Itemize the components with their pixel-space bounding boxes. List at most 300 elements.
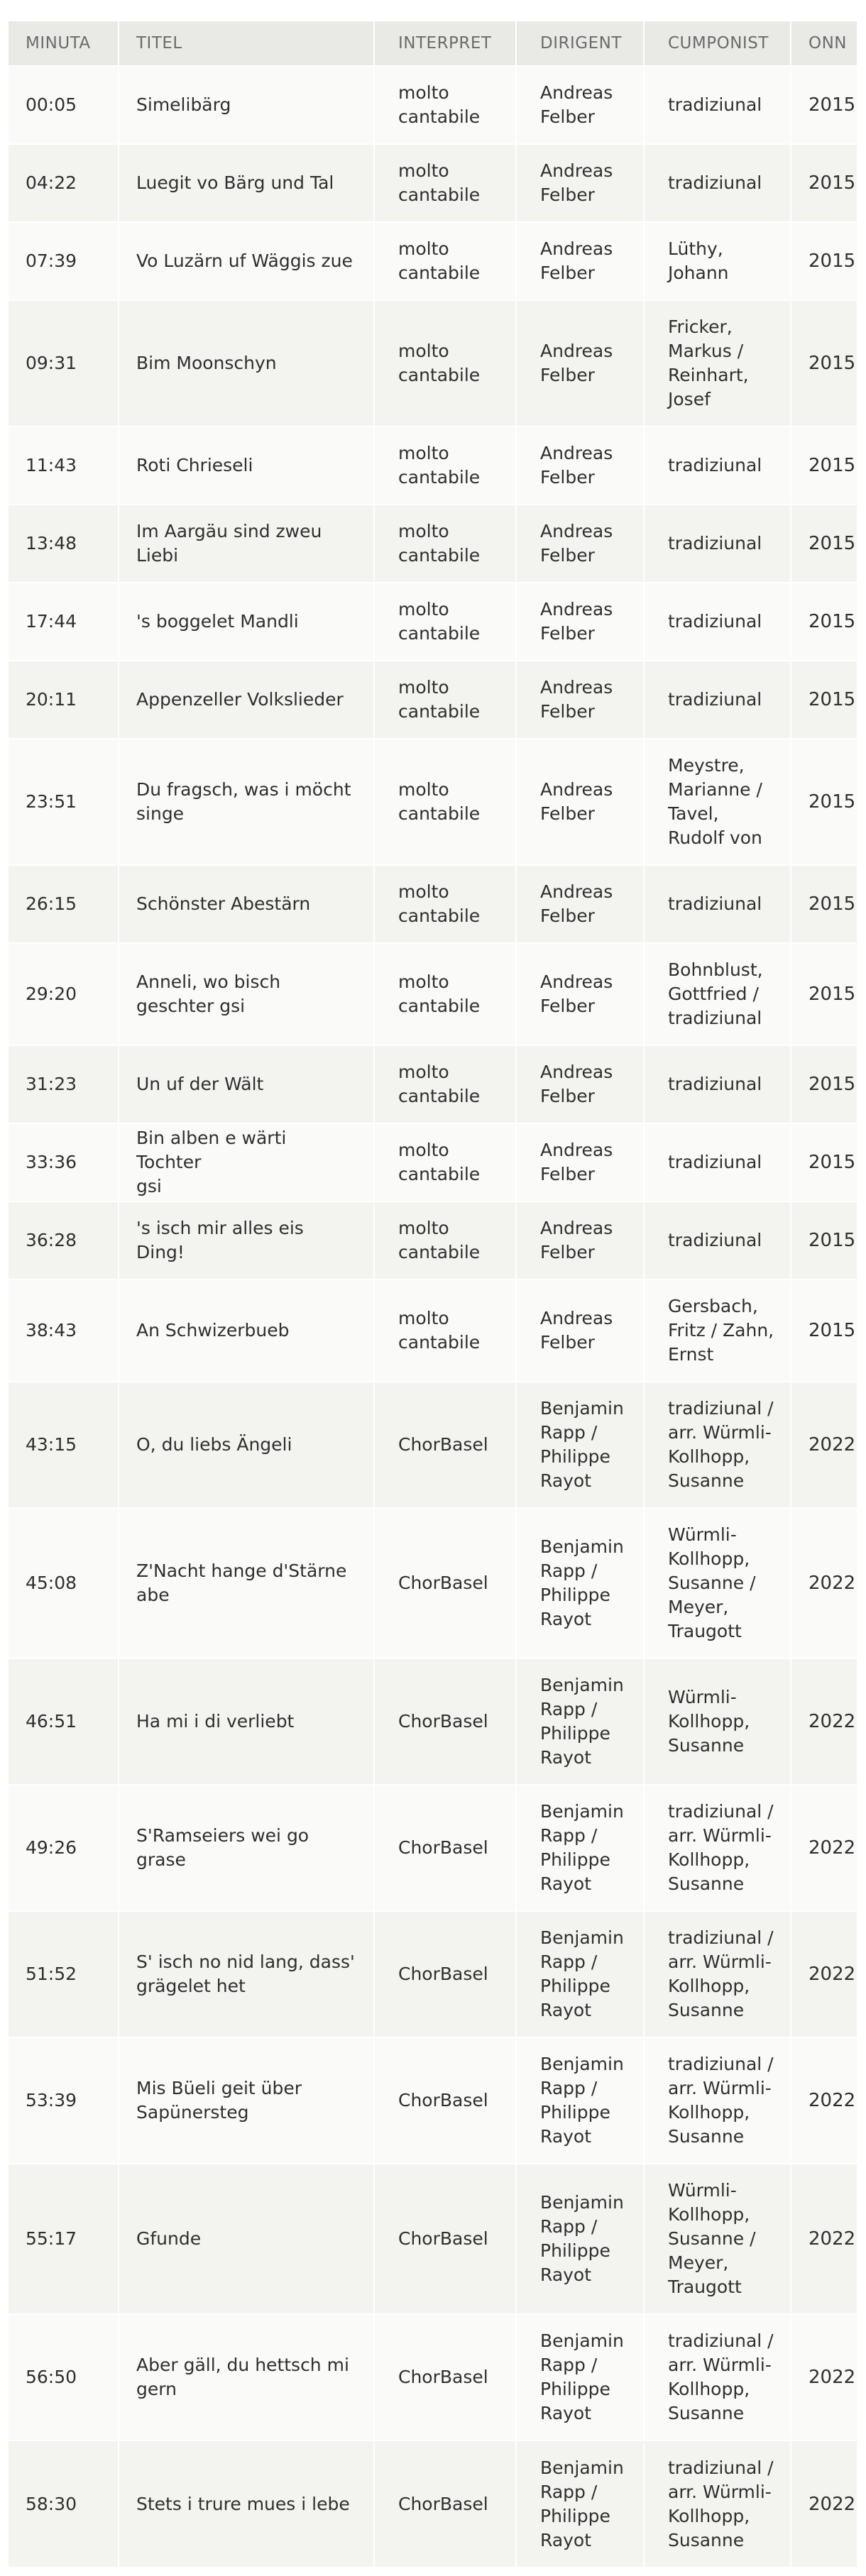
- cell-interpret-line: molto: [398, 971, 449, 992]
- cell-dirigent-line: Felber: [540, 701, 595, 722]
- cell-cumponist: [644, 1658, 791, 1785]
- cell-cumponist-line: tradiziunal: [668, 94, 762, 115]
- cell-minuta: 51:52: [9, 1911, 119, 2037]
- cell-titel-line: singe: [136, 803, 185, 824]
- cell-cumponist-line: Susanne: [668, 1735, 745, 1756]
- cell-interpret-line: molto: [398, 881, 449, 902]
- cell-titel: [119, 1911, 374, 2037]
- cell-titel-line: gern: [136, 2379, 177, 2399]
- cell-cumponist-line: tradiziunal /: [668, 2457, 774, 2478]
- cell-interpret: [374, 943, 516, 1045]
- cell-interpret: [374, 661, 516, 739]
- cell-titel: [119, 2164, 374, 2314]
- cell-cumponist: [644, 583, 791, 661]
- cell-interpret-line: cantabile: [398, 1332, 481, 1353]
- table-row[interactable]: [9, 1045, 857, 1123]
- table-row[interactable]: [9, 865, 857, 943]
- cell-cumponist-line: Meyer,: [668, 2252, 729, 2273]
- cell-cumponist-line: Marianne /: [668, 779, 762, 800]
- cell-dirigent-line: Andreas: [540, 1218, 613, 1238]
- cell-interpret: [374, 1911, 516, 2037]
- cell-dirigent-line: Benjamin: [540, 1536, 624, 1557]
- cell-cumponist-line: Johann: [668, 263, 729, 283]
- table-row[interactable]: [9, 1911, 857, 2037]
- cell-cumponist: [644, 865, 791, 943]
- cell-minuta: 09:31: [9, 300, 119, 426]
- cell-dirigent: [516, 505, 644, 583]
- cell-titel: [119, 583, 374, 661]
- cell-cumponist-line: Würmli-: [668, 1524, 737, 1545]
- cell-minuta: 23:51: [9, 739, 119, 865]
- cell-dirigent: [516, 2164, 644, 2314]
- cell-dirigent-line: Rapp /: [540, 2355, 598, 2375]
- table-row[interactable]: [9, 2314, 857, 2440]
- cell-dirigent: [516, 1658, 644, 1785]
- cell-dirigent-line: Philippe: [540, 1723, 610, 1744]
- cell-titel-line: O, du liebs Ängeli: [136, 1434, 292, 1455]
- cell-cumponist-line: Kollhopp,: [668, 1849, 750, 1870]
- cell-dirigent-line: Rayot: [540, 2403, 592, 2423]
- cell-interpret-line: cantabile: [398, 1242, 481, 1262]
- cell-cumponist-line: Rudolf von: [668, 827, 762, 848]
- cell-titel-line: S' isch no nid lang, dass': [136, 1952, 355, 1972]
- cell-dirigent-line: Benjamin: [540, 2192, 624, 2213]
- cell-cumponist-line: Susanne: [668, 2000, 745, 2020]
- table-body: [9, 66, 857, 2567]
- cell-dirigent: [516, 1201, 644, 1279]
- cell-cumponist-line: tradiziunal /: [668, 2054, 774, 2074]
- cell-cumponist-line: tradiziunal: [668, 893, 762, 914]
- cell-cumponist-line: tradiziunal /: [668, 1927, 774, 1948]
- cell-cumponist-line: Kollhopp,: [668, 2102, 750, 2123]
- cell-dirigent-line: Rapp /: [540, 2481, 598, 2502]
- cell-onn: 2022: [791, 1382, 857, 1508]
- cell-cumponist-line: Gottfried /: [668, 984, 759, 1004]
- cell-titel-line: Un uf der Wält: [136, 1074, 264, 1094]
- cell-dirigent-line: Philippe: [540, 2379, 610, 2399]
- cell-cumponist-line: Kollhopp,: [668, 1711, 750, 1732]
- cell-dirigent-line: Andreas: [540, 1308, 613, 1328]
- cell-interpret-line: cantabile: [398, 467, 481, 488]
- cell-dirigent-line: Felber: [540, 545, 595, 566]
- cell-cumponist: [644, 66, 791, 144]
- cell-interpret-line: cantabile: [398, 623, 481, 644]
- cell-dirigent-line: Rayot: [540, 2264, 592, 2285]
- cell-dirigent-line: Rapp /: [540, 1699, 598, 1719]
- cell-cumponist-line: Susanne: [668, 1873, 745, 1894]
- cell-dirigent-line: Benjamin: [540, 1675, 624, 1695]
- cell-dirigent: [516, 222, 644, 300]
- cell-interpret: [374, 2037, 516, 2164]
- cell-interpret-line: molto: [398, 1308, 449, 1328]
- cell-titel-line: Im Aargäu sind zweu: [136, 521, 322, 541]
- cell-cumponist: [644, 2440, 791, 2567]
- cell-dirigent: [516, 2440, 644, 2567]
- cell-dirigent-line: Andreas: [540, 677, 613, 698]
- table-row[interactable]: [9, 1123, 857, 1201]
- cell-interpret-line: cantabile: [398, 106, 481, 127]
- header-minuta[interactable]: MINUTA: [9, 21, 119, 66]
- cell-cumponist: [644, 1382, 791, 1508]
- cell-titel-line: 's isch mir alles eis Ding!: [136, 1218, 304, 1262]
- header-titel[interactable]: TITEL: [119, 21, 374, 66]
- cell-dirigent-line: Rayot: [540, 2529, 592, 2550]
- cell-cumponist-line: tradiziunal: [668, 1074, 762, 1094]
- cell-titel-line: Appenzeller Volkslieder: [136, 689, 344, 710]
- cell-titel-line: Bim Moonschyn: [136, 353, 277, 373]
- cell-interpret-line: cantabile: [398, 701, 481, 722]
- cell-minuta: 26:15: [9, 865, 119, 943]
- cell-dirigent-line: Rayot: [540, 1873, 592, 1894]
- cell-minuta: 33:36: [9, 1123, 119, 1201]
- cell-titel-line: Vo Luzärn uf Wäggis zue: [136, 251, 353, 271]
- cell-dirigent: [516, 1508, 644, 1658]
- cell-dirigent-line: Philippe: [540, 2505, 610, 2526]
- cell-cumponist-line: Gersbach,: [668, 1296, 758, 1316]
- cell-cumponist-line: Kollhopp,: [668, 1446, 750, 1467]
- cell-interpret-line: molto: [398, 160, 449, 181]
- cell-cumponist: [644, 144, 791, 222]
- cell-interpret: [374, 1382, 516, 1508]
- cell-dirigent: [516, 943, 644, 1045]
- cell-titel-line: Simelibärg: [136, 94, 231, 115]
- cell-dirigent: [516, 1382, 644, 1508]
- table-row[interactable]: [9, 739, 857, 865]
- cell-titel-line: 's boggelet Mandli: [136, 611, 299, 632]
- cell-dirigent: [516, 1279, 644, 1382]
- cell-titel-line: Mis Büeli geit über: [136, 2078, 302, 2098]
- cell-onn: 2015: [791, 943, 857, 1045]
- cell-dirigent-line: Philippe: [540, 1446, 610, 1467]
- cell-onn: 2022: [791, 2314, 857, 2440]
- cell-titel: [119, 1508, 374, 1658]
- cell-dirigent-line: Philippe: [540, 2240, 610, 2261]
- cell-interpret-line: cantabile: [398, 906, 481, 926]
- cell-interpret-line: cantabile: [398, 803, 481, 824]
- cell-interpret-line: molto: [398, 677, 449, 698]
- cell-interpret-line: cantabile: [398, 996, 481, 1016]
- cell-onn: 2015: [791, 300, 857, 426]
- cell-onn: 2022: [791, 1658, 857, 1785]
- cell-interpret-line: molto: [398, 82, 449, 103]
- cell-onn: 2015: [791, 1123, 857, 1201]
- cell-dirigent-line: Felber: [540, 803, 595, 824]
- cell-dirigent: [516, 1123, 644, 1201]
- cell-cumponist-line: tradiziunal /: [668, 1398, 774, 1419]
- cell-dirigent-line: Andreas: [540, 443, 613, 463]
- cell-interpret-line: molto: [398, 1140, 449, 1160]
- cell-dirigent-line: Benjamin: [540, 1801, 624, 1822]
- cell-onn: 2015: [791, 739, 857, 865]
- cell-minuta: 07:39: [9, 222, 119, 300]
- cell-titel: [119, 739, 374, 865]
- cell-minuta: 46:51: [9, 1658, 119, 1785]
- cell-minuta: 11:43: [9, 426, 119, 505]
- cell-dirigent: [516, 426, 644, 505]
- table-row[interactable]: [9, 1279, 857, 1382]
- cell-dirigent-line: Benjamin: [540, 2330, 624, 2351]
- cell-titel: [119, 1279, 374, 1382]
- table-row[interactable]: [9, 66, 857, 144]
- cell-titel-line: S'Ramseiers wei go: [136, 1825, 309, 1846]
- cell-cumponist: [644, 1123, 791, 1201]
- cell-dirigent: [516, 300, 644, 426]
- cell-cumponist-line: Kollhopp,: [668, 1548, 750, 1569]
- cell-cumponist: [644, 426, 791, 505]
- table-row[interactable]: [9, 505, 857, 583]
- cell-onn: 2015: [791, 66, 857, 144]
- cell-interpret: [374, 583, 516, 661]
- cell-dirigent: [516, 1045, 644, 1123]
- cell-cumponist: [644, 1508, 791, 1658]
- cell-dirigent-line: Andreas: [540, 1140, 613, 1160]
- cell-dirigent-line: Rapp /: [540, 2216, 598, 2237]
- cell-titel-line: grägelet het: [136, 1976, 246, 1996]
- table-row[interactable]: [9, 661, 857, 739]
- cell-interpret: [374, 739, 516, 865]
- cell-cumponist-line: arr. Würmli-: [668, 2078, 772, 2098]
- cell-dirigent-line: Rayot: [540, 1609, 592, 1629]
- cell-titel: [119, 1201, 374, 1279]
- cell-minuta: 31:23: [9, 1045, 119, 1123]
- cell-cumponist-line: Susanne /: [668, 2228, 756, 2249]
- cell-dirigent-line: Rapp /: [540, 1825, 598, 1846]
- cell-titel-line: Luegit vo Bärg und Tal: [136, 172, 334, 193]
- cell-interpret: [374, 1201, 516, 1279]
- table-row[interactable]: [9, 222, 857, 300]
- header-onn[interactable]: ONN: [809, 34, 848, 53]
- cell-cumponist-line: tradiziunal: [668, 1152, 762, 1172]
- cell-cumponist: [644, 222, 791, 300]
- cell-dirigent-line: Felber: [540, 1164, 595, 1184]
- cell-cumponist-line: Kollhopp,: [668, 2204, 750, 2225]
- cell-dirigent-line: Rayot: [540, 2126, 592, 2147]
- cell-cumponist-line: tradiziunal: [668, 455, 762, 475]
- cell-interpret-line: cantabile: [398, 1164, 481, 1184]
- cell-cumponist-line: Meyer,: [668, 1597, 729, 1617]
- cell-cumponist-line: tradiziunal: [668, 1230, 762, 1250]
- cell-onn: 2015: [791, 1045, 857, 1123]
- cell-cumponist-line: Traugott: [668, 2277, 742, 2297]
- table-row[interactable]: [9, 300, 857, 426]
- cell-cumponist-line: tradiziunal: [668, 172, 762, 193]
- cell-dirigent: [516, 739, 644, 865]
- cell-dirigent-line: Andreas: [540, 599, 613, 620]
- cell-dirigent: [516, 66, 644, 144]
- cell-onn: 2022: [791, 1785, 857, 1911]
- cell-minuta: 38:43: [9, 1279, 119, 1382]
- cell-interpret-line: molto: [398, 1218, 449, 1238]
- cell-titel: [119, 1045, 374, 1123]
- cell-dirigent-line: Rayot: [540, 1470, 592, 1491]
- cell-interpret-line: molto: [398, 238, 449, 259]
- table-row[interactable]: [9, 2037, 857, 2164]
- cell-cumponist-line: Josef: [668, 389, 711, 409]
- cell-titel-line: Liebi: [136, 545, 179, 566]
- cell-minuta: 20:11: [9, 661, 119, 739]
- cell-interpret-line: cantabile: [398, 365, 481, 385]
- cell-interpret: [374, 505, 516, 583]
- cell-minuta: 43:15: [9, 1382, 119, 1508]
- cell-cumponist: [644, 2037, 791, 2164]
- header-cumponist[interactable]: CUMPONIST: [644, 21, 791, 66]
- cell-cumponist-line: Fritz / Zahn,: [668, 1320, 774, 1341]
- cell-interpret: [374, 300, 516, 426]
- cell-cumponist-line: Kollhopp,: [668, 1976, 750, 1996]
- cell-cumponist-line: Markus /: [668, 341, 744, 361]
- cell-titel: [119, 1658, 374, 1785]
- cell-interpret: [374, 1785, 516, 1911]
- cell-onn: 2015: [791, 144, 857, 222]
- table-row[interactable]: [9, 2164, 857, 2314]
- cell-cumponist: [644, 1201, 791, 1279]
- cell-minuta: 45:08: [9, 1508, 119, 1658]
- cell-interpret: [374, 865, 516, 943]
- cell-dirigent-line: Benjamin: [540, 2054, 624, 2074]
- cell-dirigent: [516, 583, 644, 661]
- cell-titel-line: geschter gsi: [136, 996, 246, 1016]
- cell-interpret-line: ChorBasel: [398, 2493, 488, 2514]
- cell-dirigent: [516, 865, 644, 943]
- cell-dirigent-line: Felber: [540, 1332, 595, 1353]
- cell-titel-line: Stets i trure mues i lebe: [136, 2493, 350, 2514]
- cell-dirigent-line: Rayot: [540, 1747, 592, 1768]
- cell-cumponist-line: Fricker,: [668, 317, 733, 337]
- cell-cumponist-line: Susanne /: [668, 1573, 756, 1593]
- cell-dirigent-line: Philippe: [540, 1585, 610, 1605]
- cell-titel: [119, 1382, 374, 1508]
- table-row[interactable]: [9, 1785, 857, 1911]
- cell-cumponist-line: tradiziunal: [668, 1008, 762, 1028]
- cell-minuta: 00:05: [9, 66, 119, 144]
- cell-titel-line: Du fragsch, was i möcht: [136, 779, 351, 800]
- cell-interpret-line: ChorBasel: [398, 1964, 488, 1984]
- cell-onn: 2022: [791, 1508, 857, 1658]
- cell-titel-line: An Schwizerbueb: [136, 1320, 290, 1341]
- cell-titel-line: grase: [136, 1849, 186, 1870]
- cell-titel-line: gsi: [136, 1176, 162, 1196]
- cell-interpret-line: molto: [398, 1062, 449, 1082]
- cell-cumponist-line: Susanne: [668, 1470, 745, 1491]
- cell-cumponist-line: Reinhart,: [668, 365, 749, 385]
- cell-interpret-line: cantabile: [398, 1086, 481, 1106]
- cell-cumponist-line: arr. Würmli-: [668, 2355, 772, 2375]
- header-interpret[interactable]: INTERPRET: [374, 21, 516, 66]
- table-row[interactable]: [9, 943, 857, 1045]
- cell-interpret-line: ChorBasel: [398, 1434, 488, 1455]
- cell-titel: [119, 1123, 374, 1201]
- cell-minuta: 53:39: [9, 2037, 119, 2164]
- cell-interpret: [374, 1045, 516, 1123]
- cell-interpret-line: molto: [398, 599, 449, 620]
- cell-dirigent-line: Felber: [540, 1242, 595, 1262]
- cell-dirigent-line: Felber: [540, 106, 595, 127]
- cell-interpret-line: ChorBasel: [398, 1573, 488, 1593]
- cell-minuta: 04:22: [9, 144, 119, 222]
- table-row[interactable]: [9, 1508, 857, 1658]
- cell-cumponist-line: Kollhopp,: [668, 2505, 750, 2526]
- cell-minuta: 55:17: [9, 2164, 119, 2314]
- table-row[interactable]: [9, 144, 857, 222]
- cell-dirigent: [516, 1785, 644, 1911]
- table-row[interactable]: [9, 426, 857, 505]
- cell-dirigent-line: Felber: [540, 1086, 595, 1106]
- cell-interpret-line: molto: [398, 779, 449, 800]
- cell-dirigent-line: Philippe: [540, 1849, 610, 1870]
- table-row[interactable]: [9, 583, 857, 661]
- cell-cumponist-line: tradiziunal: [668, 533, 762, 554]
- cell-onn: 2015: [791, 1279, 857, 1382]
- cell-titel-line: Schönster Abestärn: [136, 893, 311, 914]
- table-row[interactable]: [9, 1201, 857, 1279]
- cell-cumponist-line: tradiziunal /: [668, 2330, 774, 2351]
- cell-dirigent-line: Andreas: [540, 160, 613, 181]
- cell-dirigent-line: Benjamin: [540, 2457, 624, 2478]
- cell-dirigent-line: Felber: [540, 263, 595, 283]
- cell-cumponist-line: arr. Würmli-: [668, 1825, 772, 1846]
- cell-onn: 2022: [791, 2164, 857, 2314]
- cell-dirigent-line: Felber: [540, 185, 595, 205]
- cell-titel: [119, 1785, 374, 1911]
- cell-titel: [119, 505, 374, 583]
- cell-cumponist-line: arr. Würmli-: [668, 1422, 772, 1443]
- table-row[interactable]: [9, 1382, 857, 1508]
- cell-interpret: [374, 2164, 516, 2314]
- cell-dirigent-line: Andreas: [540, 971, 613, 992]
- cell-interpret: [374, 1123, 516, 1201]
- cell-titel: [119, 144, 374, 222]
- cell-dirigent-line: Rapp /: [540, 1561, 598, 1581]
- cell-cumponist-line: Ernst: [668, 1344, 714, 1365]
- cell-cumponist-line: arr. Würmli-: [668, 2481, 772, 2502]
- cell-dirigent-line: Andreas: [540, 1062, 613, 1082]
- cell-titel-line: Sapünersteg: [136, 2102, 249, 2123]
- cell-cumponist-line: Kollhopp,: [668, 2379, 750, 2399]
- cell-minuta: 36:28: [9, 1201, 119, 1279]
- cell-titel-line: Z'Nacht hange d'Stärne: [136, 1561, 347, 1581]
- table-header: [9, 21, 857, 66]
- table-row[interactable]: [9, 2440, 857, 2567]
- cell-titel: [119, 865, 374, 943]
- table-row[interactable]: [9, 1658, 857, 1785]
- cell-interpret: [374, 2440, 516, 2567]
- cell-interpret-line: molto: [398, 341, 449, 361]
- cell-dirigent-line: Andreas: [540, 779, 613, 800]
- tracklist-table: [9, 21, 857, 2567]
- cell-onn: 2022: [791, 2037, 857, 2164]
- cell-cumponist: [644, 1279, 791, 1382]
- cell-dirigent-line: Andreas: [540, 521, 613, 541]
- cell-dirigent-line: Rapp /: [540, 1952, 598, 1972]
- cell-cumponist-line: Würmli-: [668, 1687, 737, 1707]
- header-row: [9, 21, 857, 66]
- cell-interpret-line: ChorBasel: [398, 2367, 488, 2387]
- cell-dirigent-line: Benjamin: [540, 1398, 624, 1419]
- cell-cumponist: [644, 505, 791, 583]
- cell-cumponist-line: Susanne: [668, 2126, 745, 2147]
- cell-interpret: [374, 2314, 516, 2440]
- cell-cumponist-line: Susanne: [668, 2403, 745, 2423]
- cell-dirigent: [516, 2314, 644, 2440]
- cell-cumponist: [644, 943, 791, 1045]
- cell-titel: [119, 426, 374, 505]
- cell-onn: 2015: [791, 222, 857, 300]
- header-dirigent[interactable]: DIRIGENT: [516, 21, 644, 66]
- cell-titel: [119, 943, 374, 1045]
- cell-dirigent: [516, 144, 644, 222]
- cell-dirigent-line: Andreas: [540, 238, 613, 259]
- cell-titel: [119, 222, 374, 300]
